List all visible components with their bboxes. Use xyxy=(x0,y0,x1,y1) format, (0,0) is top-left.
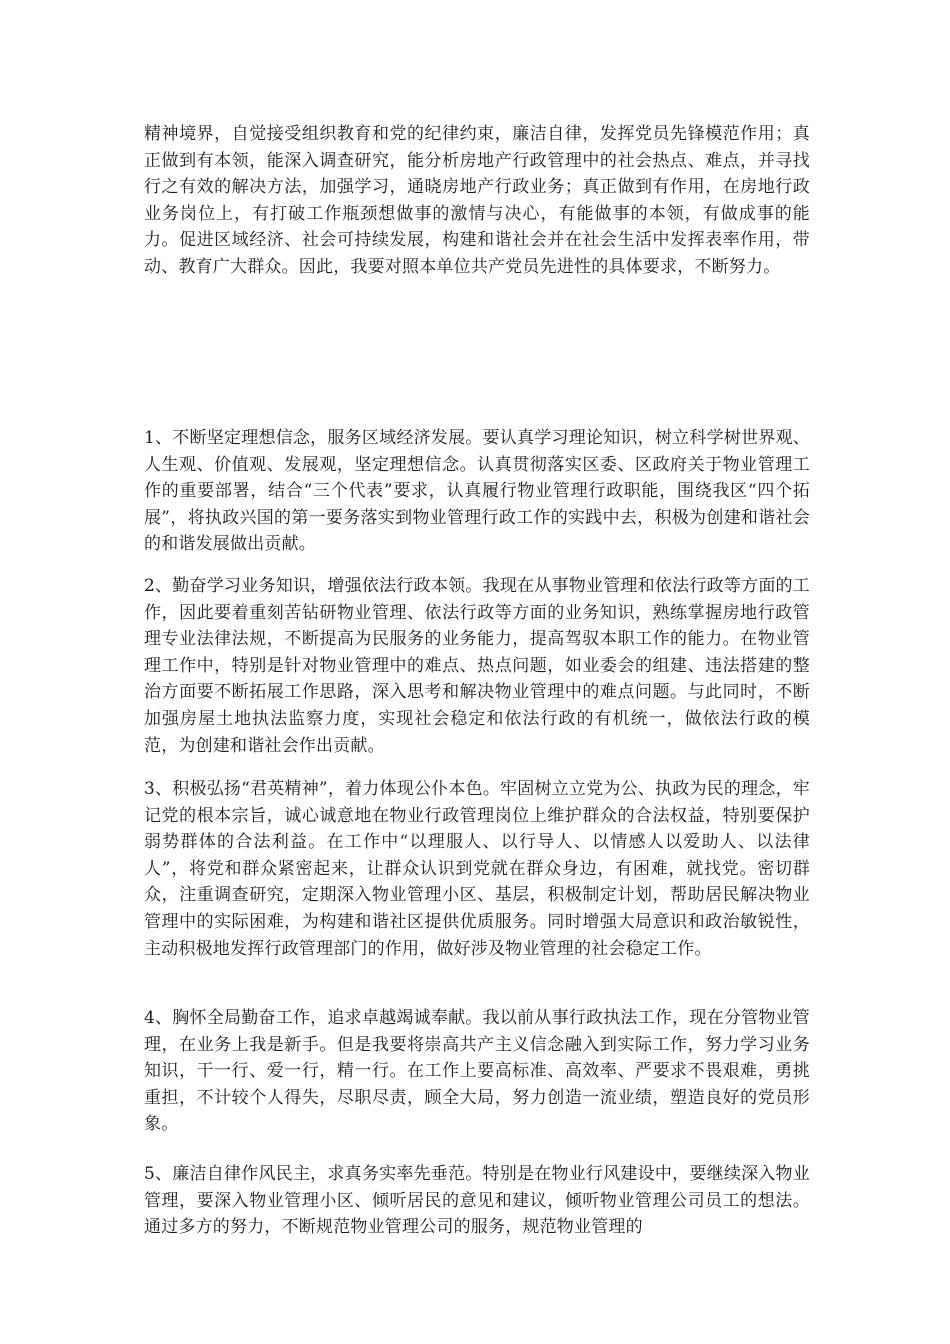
paragraph-item-5: 5、廉洁自律作风民主，求真务实率先垂范。特别是在物业行风建设中，要继续深入物业管理，要深入物业管理小区、倾听居民的意见和建议，倾听物业管理公司员工的想法。通过多方的努力，不断规范物业管理公司的服务，规范物业管理的 xyxy=(144,1164,810,1238)
paragraph-item-3: 3、积极弘扬“君英精神”，着力体现公仆本色。牢固树立立党为公、执政为民的理念，牢记党的根本宗旨，诚心诚意地在物业行政管理岗位上维护群众的合法权益，特别要保护弱势群体的合法利益。在工作中“以理服人、以行导人、以情感人以爱助人、以法律人”，将党和群众紧密起来，让群众认识到党就在群众身边，有困难，就找党。密切群众，注重调查研究，定期深入物业管理小区、基层，积极制定计划，帮助居民解决物业管理中的实际困难，为构建和谐社区提供优质服务。同时增强大局意识和政治敏锐性，主动积极地发挥行政管理部门的作用，做好涉及物业管理的社会稳定工作。 xyxy=(144,779,810,959)
paragraph-item-4: 4、胸怀全局勤奋工作，追求卓越竭诚奉献。我以前从事行政执法工作，现在分管物业管理，在业务上我是新手。但是我要将崇高共产主义信念融入到实际工作，努力学习业务知识，干一行、爱一行，精一行。在工作上要高标准、高效率、严要求不畏艰难，勇挑重担，不计较个人得失，尽职尽责，顾全大局，努力创造一流业绩，塑造良好的党员形象。 xyxy=(144,1008,810,1135)
paragraph-intro: 精神境界，自觉接受组织教育和党的纪律约束，廉洁自律，发挥党员先锋模范作用；真正做到有本领，能深入调查研究，能分析房地产行政管理中的社会热点、难点，并寻找行之有效的解决方法，加强学习，通晓房地产行政业务；真正做到有作用，在房地行政业务岗位上，有打破工作瓶颈想做事的激情与决心，有能做事的本领，有做成事的能力。促进区域经济、社会可持续发展，构建和谐社会并在社会生活中发挥表率作用，带动、教育广大群众。因此，我要对照本单位共产党员先进性的具体要求，不断努力。 xyxy=(144,124,810,277)
paragraph-item-2: 2、勤奋学习业务知识，增强依法行政本领。我现在从事物业管理和依法行政等方面的工作，因此要着重刻苦钻研物业管理、依法行政等方面的业务知识，熟练掌握房地行政管理专业法律法规，不断提高为民服务的业务能力，提高驾驭本职工作的能力。在物业管理工作中，特别是针对物业管理中的难点、热点问题，如业委会的组建、违法搭建的整治方面要不断拓展工作思路，深入思考和解决物业管理中的难点问题。与此同时，不断加强房屋土地执法监察力度，实现社会稳定和依法行政的有机统一，做依法行政的模范，为创建和谐社会作出贡献。 xyxy=(144,576,810,756)
paragraph-item-1: 1、不断坚定理想信念，服务区域经济发展。要认真学习理论知识，树立科学树世界观、人生观、价值观、发展观，坚定理想信念。认真贯彻落实区委、区政府关于物业管理工作的重要部署，结合“三个代表”要求，认真履行物业管理行政职能，围绕我区“四个拓展”，将执政兴国的第一要务落实到物业管理行政工作的实践中去，积极为创建和谐社会的和谐发展做出贡献。 xyxy=(144,428,810,555)
